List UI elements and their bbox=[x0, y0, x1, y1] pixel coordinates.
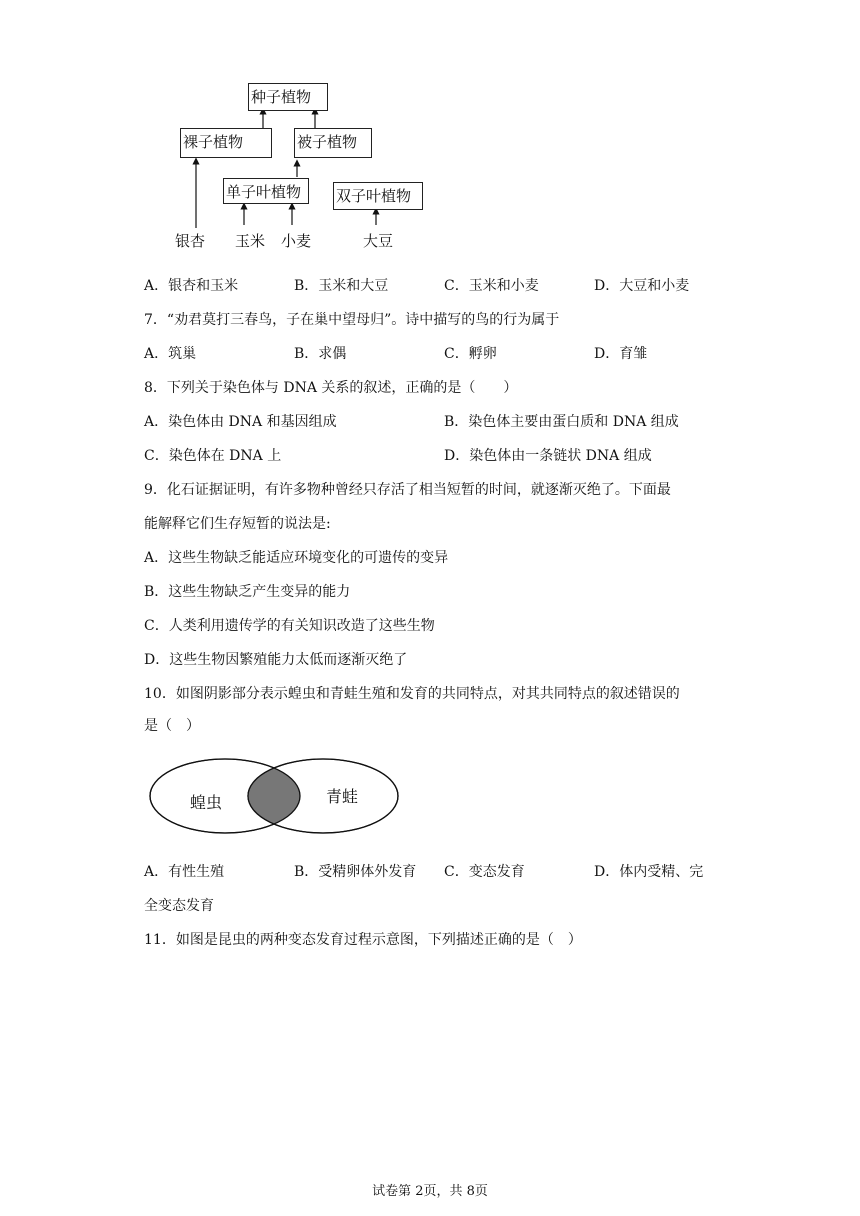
q10-option-b: B．受精卵体外发育 bbox=[294, 864, 417, 880]
q7-option-c: C．孵卵 bbox=[444, 346, 497, 362]
venn-label-frog: 青蛙 bbox=[326, 787, 359, 806]
node-gymnosperms: 裸子植物 bbox=[180, 128, 272, 158]
page-footer: 试卷第 2页，共 8页 bbox=[372, 1184, 488, 1199]
q6-option-b: B．玉米和大豆 bbox=[294, 278, 389, 294]
node-seed-plants: 种子植物 bbox=[248, 83, 328, 111]
q8-option-c: C．染色体在 DNA 上 bbox=[144, 448, 282, 464]
leaf-corn: 玉米 bbox=[235, 232, 266, 250]
q9-option-c: C．人类利用遗传学的有关知识改造了这些生物 bbox=[144, 618, 435, 634]
q8-option-a: A．染色体由 DNA 和基因组成 bbox=[144, 414, 337, 430]
q9-option-d: D．这些生物因繁殖能力太低而逐渐灭绝了 bbox=[144, 652, 408, 668]
node-monocots: 单子叶植物 bbox=[223, 178, 309, 204]
q9-option-a: A．这些生物缺乏能适应环境变化的可遗传的变异 bbox=[144, 550, 449, 566]
q9-stem-line2: 能解释它们生存短暂的说法是: bbox=[144, 516, 331, 532]
q8-stem: 8．下列关于染色体与 DNA 关系的叙述，正确的是（ ） bbox=[144, 380, 518, 396]
venn-diagram bbox=[148, 756, 404, 836]
q7-option-b: B．求偶 bbox=[294, 346, 347, 362]
q6-option-d: D．大豆和小麦 bbox=[594, 278, 690, 294]
q8-option-b: B．染色体主要由蛋白质和 DNA 组成 bbox=[444, 414, 679, 430]
q9-stem-line1: 9．化石证据证明，有许多物种曾经只存活了相当短暂的时间，就逐渐灭绝了。下面最 bbox=[144, 482, 671, 498]
q7-option-a: A．筑巢 bbox=[144, 346, 197, 362]
venn-label-locust: 蝗虫 bbox=[190, 793, 223, 812]
q6-option-c: C．玉米和小麦 bbox=[444, 278, 539, 294]
leaf-wheat: 小麦 bbox=[281, 232, 312, 250]
q8-option-d: D．染色体由一条链状 DNA 组成 bbox=[444, 448, 652, 464]
q10-option-d: D．体内受精、完 bbox=[594, 864, 704, 880]
venn-shapes bbox=[148, 756, 404, 836]
q7-stem: 7．“劝君莫打三春鸟，子在巢中望母归”。诗中描写的鸟的行为属于 bbox=[144, 312, 560, 328]
plant-classification-diagram bbox=[160, 78, 460, 258]
leaf-ginkgo: 银杏 bbox=[175, 232, 206, 250]
q7-option-d: D．育雏 bbox=[594, 346, 648, 362]
q10-option-d-wrap: 全变态发育 bbox=[144, 898, 214, 914]
q11-stem: 11．如图是昆虫的两种变态发育过程示意图，下列描述正确的是（ ） bbox=[144, 932, 582, 948]
q10-option-c: C．变态发育 bbox=[444, 864, 525, 880]
node-dicots: 双子叶植物 bbox=[333, 182, 423, 210]
q10-stem-line2: 是（ ） bbox=[144, 718, 200, 734]
q9-option-b: B．这些生物缺乏产生变异的能力 bbox=[144, 584, 351, 600]
q10-option-a: A．有性生殖 bbox=[144, 864, 225, 880]
q6-option-a: A．银杏和玉米 bbox=[144, 278, 239, 294]
node-angiosperms: 被子植物 bbox=[294, 128, 372, 158]
leaf-soybean: 大豆 bbox=[363, 232, 394, 250]
q10-stem-line1: 10．如图阴影部分表示蝗虫和青蛙生殖和发育的共同特点，对其共同特点的叙述错误的 bbox=[144, 686, 680, 702]
